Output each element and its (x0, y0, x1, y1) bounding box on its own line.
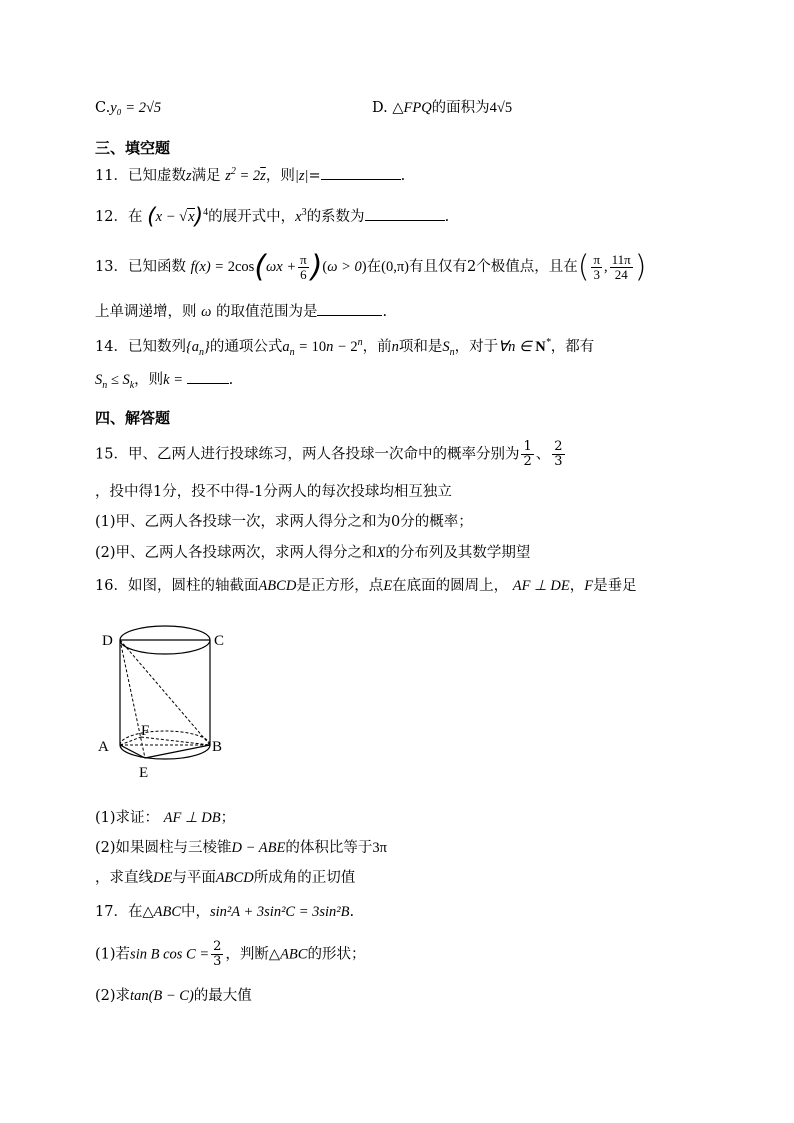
section-fill-heading: 三、填空题 (95, 139, 171, 157)
segment-eb (145, 745, 210, 758)
question-16: 16．如图，圆柱的轴截面ABCD是正方形，点E在底面的圆周上， AF ⊥ DE，F是垂足 (95, 578, 637, 594)
segment-af (120, 737, 141, 745)
segment-de (120, 640, 145, 758)
question-11: 11．已知虚数z满足 $z^2 = 2\overline{z}$，则|z|= . (95, 166, 406, 184)
question-15-part1: (1)甲、乙两人各投球一次，求两人得分之和为0分的概率； (95, 514, 473, 530)
q12-answer-blank[interactable] (365, 206, 445, 221)
question-16-part2-line2: ，求直线DE与平面ABCD所成角的正切值 (95, 870, 356, 886)
label-e: E (139, 765, 149, 781)
label-d: D (102, 633, 113, 649)
segment-ae (120, 745, 145, 758)
label-c: C (214, 633, 225, 649)
segment-fb (141, 737, 210, 745)
option-d: D. △FPQ的面积为4√5 (372, 100, 513, 116)
label-b: B (212, 739, 223, 755)
q11-equation: $z^2 = 2\overline{z}$ (225, 166, 266, 184)
segment-db (120, 640, 210, 745)
question-14-line2: $S_n \le S_k$，则k = . (95, 369, 233, 396)
q12-binomial: $(x - √x)^4$ (147, 204, 209, 230)
question-14: 14．已知数列$\{a_n\}$的通项公式$a_n = 10n - 2^n$，前n项和是$S_n$，对于∀n ∈ N*，都有 (95, 337, 595, 358)
option-c: C.y₀ = 2√5 (95, 100, 162, 116)
question-12: 12．在 $(x - √x)^4$的展开式中，$x^3$的系数为 . (95, 204, 450, 230)
bottom-ellipse-back (120, 731, 210, 745)
question-15-part2: (2)甲、乙两人各投球两次，求两人得分之和X的分布列及其数学期望 (95, 545, 531, 561)
question-17: 17．在△ABC中，sin²A + 3sin²C = 3sin²B. (95, 904, 355, 920)
question-17-part2: (2)求tan(B − C)的最大值 (95, 988, 252, 1004)
question-13: 13．已知函数 f(x) = 2cos(ωx + $\frac{\pi}{6}$ )(ω > 0)在(0,π)有且仅有2个极值点，且在( $\frac{\pi}{3}$ , $\frac{11\pi}{24}$ ) (95, 249, 647, 285)
q11-answer-blank[interactable] (321, 165, 401, 180)
option-c-expr: y₀ = 2√5 (110, 100, 162, 116)
label-a: A (98, 739, 109, 755)
question-16-part1: (1)求证： AF ⊥ DB； (95, 810, 236, 826)
question-16-part2: (2)如果圆柱与三棱锥D − ABE的体积比等于3π (95, 840, 387, 856)
question-15-line2: ，投中得1分，投不中得-1分两人的每次投球均相互独立 (95, 484, 452, 500)
cylinder-figure (95, 625, 235, 790)
question-15: 15．甲、乙两人进行投球练习，两人各投球一次命中的概率分别为 $\frac{1}{2}$ 、 $\frac{2}{3}$ (95, 439, 563, 469)
section-answer-heading: 四、解答题 (95, 409, 171, 427)
q13-answer-blank[interactable] (317, 301, 382, 316)
q13-function: f(x) = 2cos(ωx + $\frac{\pi}{6}$ )(ω > 0) (190, 249, 367, 285)
question-13-line2: 上单调递增，则 ω 的取值范围为是 . (95, 301, 387, 322)
q14-answer-blank[interactable] (187, 369, 229, 384)
question-17-part1: (1)若sin B cos C = $\frac{2}{3}$ ，判断△ABC的形状； (95, 939, 366, 969)
label-f: F (141, 723, 150, 739)
